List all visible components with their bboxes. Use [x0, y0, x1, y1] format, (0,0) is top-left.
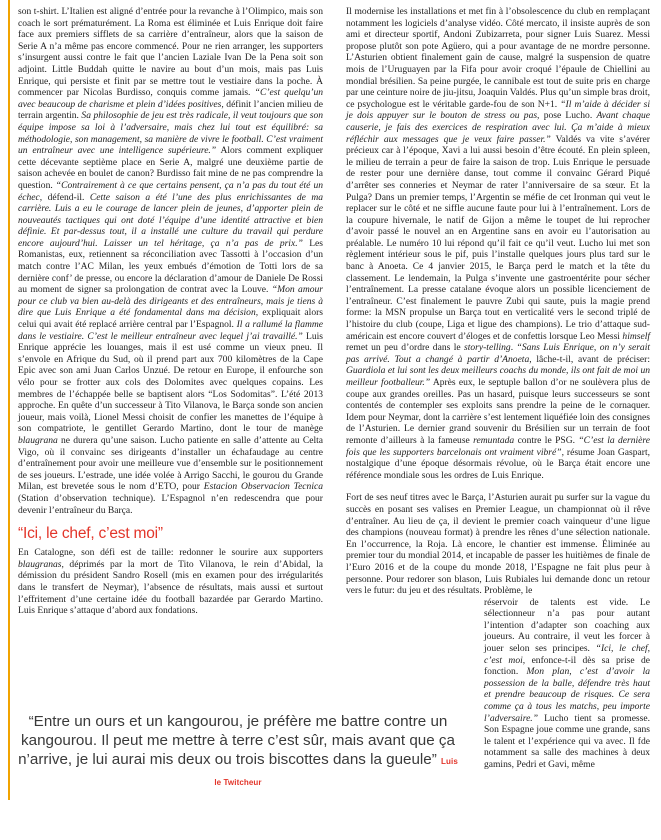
text-run: enfonce-t-il dès sa prise de fonction. — [484, 654, 650, 678]
italic-run: story-telling — [464, 342, 511, 354]
text-run: ne durera qu’une saison. Lucho patiente en salle d’attente au Celta Vigo, où il convainc ses dirigeants d’installer un échafaudage au centre d’entraînement pour avoir une meilleure vue d’ensemble sur le positionnement de ses joueurs. L’estrade, une idée volée à Arrigo Sacchi, le gourou du Grande Milan, est brevetée sous le nom d’ETO, pour — [18, 434, 323, 493]
italic-run: Avant chaque causerie, je fais des exercices de respiration avec lui. Ça m’aide à mieux réfléchir aux messages que je veux faire passer.” — [346, 110, 651, 145]
text-run: résume Joan Gaspart, nostalgique d’une époque désormais révolue, où le Barça était encore une référence mondiale sous les ordres de Luis Enrique. — [346, 446, 650, 481]
text-run: , déprimés par la mort de Tito Vilanova, le rein d’Abidal, la démission du président Sandro Rosell (mis en examen pour des irrégularités dans le transfert de Neymar), l’absence de résultats, mais aussi et surtout l’effritement d’une certaine idée du football bazardée par Gerardo Martino. Luis Enrique s’attaque d’abord aux fondations. — [18, 558, 323, 617]
italic-run: “Il m’aide à décider si je dois appuyer sur le bouton de stress ou pas, — [346, 98, 651, 122]
italic-run: Sa philosophie de jeu est très radicale, il veut toujours que son équipe impose sa loi à l’adversaire, mais chez lui tout est équilibré: sa méthodologie, son management, sa manière de vivre le football. C’est vraiment un entraîneur avec une intelligence supérieure.” — [18, 110, 323, 157]
text-run: Après eux, le septuple ballon d’or ne soulèvera plus de coupe aux grandes oreilles. Pas un hasard, puisque leurs successeurs se sont contentés de contempler ses exploits sans prendre la peine de le cornaquer. Idem pour Neymar, dont la carrière s’est lentement liquéfiée loin des consignes de l’Asturien. Le dernier grand souvenir du Brésilien sur un terrain de foot remonte d’ailleurs à la fameuse — [346, 377, 650, 446]
section-subhead: “Ici, le chef, c’est moi” — [18, 525, 163, 543]
pull-quote-attribution: Luis le Twitcheur — [214, 757, 458, 787]
text-run: pose Lucho. — [539, 110, 597, 122]
italic-run: blaugrana — [18, 434, 58, 446]
paragraph — [346, 492, 650, 596]
accent-rule — [8, 0, 10, 800]
text-run: son t-shirt. L’Italien est aligné d’entrée pour la revanche à l’Olimpico, mais son coach le sort prématurément. La Roma est éliminée et Luis Enrique doit faire face aux premiers sifflets de sa carrière d’entraîneur, alors que la saison de Serie A n’a même pas encore commencé. Pour ne rien arranger, les supporters s’insurgent aussi contre le fait que l’ancien Laziale Ivan De la Pena soit son adjoint. Little Buddah quitte le navire au bout d’un mois, mais pas Luis Enrique, qui persiste et finit par se mettre tout le vestiaire dans la poche. À commencer par Nicolas Burdisso, conquis comme jamais. — [18, 6, 323, 99]
pull-quote — [18, 712, 458, 792]
text-run: . — [510, 342, 517, 354]
text-run: Alors comment expliquer cette décevante septième place en Serie A, malgré une deuxième partie de saison achevée en boulet de canon? Burdisso fait mine de ne pas comprendre la question. — [18, 145, 323, 191]
text-run: En Catalogne, son défi est de taille: redonner le sourire aux supporters — [18, 547, 323, 559]
text-run: Les Romanistas, eux, retiennent sa réconciliation avec Tassotti à l’occasion d’un match contre l’AC Milan, les yeux embués d’émotion de Totti lors de sa dernière conf’ de presse, ou encore la déclaration d’amour de Daniele De Rossi au moment de signer sa prolongation de contrat avec la Louve. — [18, 237, 323, 296]
italic-run: remuntada — [473, 434, 515, 446]
pull-quote-text: “Entre un ours et un kangourou, je préfère me battre contre un kangourou. Il peut me mettre à terre c’est sûr, mais avant que ça n’arrive, je lui aurai mis deux ou trois biscottes dans la gueule” — [18, 713, 455, 768]
text-run: expliquait alors celui qui avait été replacé arrière central par l’Espagnol. — [18, 307, 323, 331]
text-run: Luis Enrique apprécie les louanges, mais il est usé comme un vieux pneu. Il s’envole en Afrique du Sud, où il prend part aux 700 kilomètres de la Cape Epic avec son ami Juan Carlos Unzué. De retour en Europe, il enfourche son vélo pour se frotter aux cols des Dolomites avec quelques copains. Les membres de l’échappée belle se baptisent alors “Los Sodomitas”. L’été 2013 approche. En quête d’un successeur à Tito Vilanova, le Barça sonde son ancien joueur, mais voilà, Lionel Messi choisit de confier les manettes de l’équipe à son compatriote, le gentillet Gerardo Martino, dont le tour de manège — [18, 330, 323, 435]
italic-run: “Mon amour pour ce club va bien au-delà des dirigeants et des entraîneurs, mais je tiens à dire que Luis Enrique a été fondamental dans ma décision, — [18, 284, 323, 319]
italic-run: himself — [622, 330, 650, 342]
italic-run: Il a rallumé la flamme dans le vestiaire. C’est le meilleur entraîneur avec lequel j’ai travaillé.” — [18, 319, 323, 342]
text-run: remet un peu d’ordre dans le — [346, 342, 465, 354]
column-right — [346, 6, 650, 771]
paragraph — [18, 547, 323, 617]
text-run: contre le PSG. — [514, 434, 579, 446]
italic-run: “C’est la dernière fois que les supporters barcelonais ont vraiment vibré”, — [346, 434, 650, 458]
text-run: Lucho tient sa promesse. Son Espagne joue comme une grande, sans le talent et l’expérience qui va avec. Il fde notamment sa salle des machines à deux gamins, Pedri et Gavi, même — [484, 712, 650, 770]
text-run: Valdés va vite s’avérer précieux car à l’époque, Xavi a lui aussi besoin d’être écouté. En plein spleen, le milieu de terrain a peur de faire la saison de trop. Luis Enrique le persuade de rester pour une dernière danse, tout comme il convainc Gérard Piqué d’arrêter ses conneries et Neymar de rater l’anniversaire de sa sœur. Et la Pulga? Dans un premier temps, l’Argentin se méfie de cet Ironman qui veut le replacer sur le côté et ne siffle aucune faute pour lui à l’entraînement. Lors de la coupure hivernale, le natif de Gijon a même le toupet de lui reprocher d’avoir passé le nouvel an en Argentine sans en avoir eu l’autorisation au préalable. Le numéro 10 lui répond qu’il fait ce qu’il veut. Lucho lui met son règlement intérieur sous le pif, puis l’installe quelques jours plus tard sur le banc à Anoeta. Ce 4 janvier 2015, le Barça perd le match et la tête du classement. Le lendemain, la Pulga s’invente une gastroentérite pour sécher l’entraînement. La presse catalane évoque alors un possible licenciement de l’entraîneur. C’est finalement le pauvre Zubi qui saute, puis la magie prend forme: la MSN propulse un Barça tout en verticalité vers le second triplé de l’histoire du club (coupe, Liga et ligue des champions). Le trio d’attaque sud-américain est encore couvert d’éloges et de confettis lorsque Leo Messi — [346, 133, 650, 342]
italic-run: Guardiola et lui sont les deux meilleurs coachs du monde, ils ont fait de moi un meilleur footballeur.” — [346, 365, 650, 388]
paragraph — [346, 6, 650, 481]
column-left — [18, 6, 323, 617]
text-run: défend-il. — [42, 191, 90, 203]
italic-run: blaugranas — [18, 558, 62, 570]
text-run: réservoir de talents est vide. Le sélectionneur n’a pas pour autant l’intention d’adapter son coaching aux joueurs. Au contraire, il veut les forcer à jouer selon ses principes. — [484, 596, 650, 655]
text-run: définit l’ancien milieu de terrain argentin. — [18, 98, 323, 122]
text-run: (Station d’observation technique). L’Espagnol n’en redescendra que pour devenir l’entraîneur du Barça. — [18, 492, 323, 516]
italic-run: Cette saison a été l’une des plus enrichissantes de ma carrière. Luis a eu le courage de lancer plein de jeunes, d’apporter plein de nouveautés tactiques qui ont doté l’équipe d’une identité attractive et bien définie. Et par-dessus tout, il a installé une culture du travail qui perdure encore aujourd’hui. Laisser un tel héritage, ça n’a pas de prix.” — [18, 191, 323, 249]
text-run: lâche-t-il, avant de préciser: — [531, 353, 650, 365]
text-run: Il modernise les installations et met fin à l’obsolescence du club en remplaçant notamment les logiciels d’analyse vidéo. Côté mercato, il insiste auprès de son ami et directeur sportif, Andoni Zubizarreta, pour signer Luis Suarez. Messi propose plutôt son pote Agüero, qui a pour avantage de ne mordre personne. L’Asturien obtient finalement gain de cause, malgré la suspension de quatre mois de l’Uruguayen par la Fifa pour avoir croqué l’épaule de Chiellini au mondial brésilien. Sa peine purgée, le cannibale est tout de suite pris en charge par une ceinture noire de jiu-jitsu, Joaquin Valdés. Plus qu’un simple bras droit, ce psychologue est le véritable garde-fou de son N+1. — [346, 6, 650, 110]
italic-run: “Sans Luis Enrique, on n’y serait pas arrivé. Tout a changé à partir d’Anoeta, — [346, 342, 651, 365]
italic-run: “C’est quelqu’un avec beaucoup de charisme et plein d’idées positives, — [18, 87, 323, 110]
paragraph — [18, 6, 323, 516]
italic-run: Mon plan, c’est d’avoir la possession de la balle, défendre très haut et prendre beaucoup de risques. Ce sera comme ça à tous les matchs, peu importe l’adversaire.” — [484, 666, 650, 724]
italic-run: “Ici, le chef, c’est moi, — [484, 643, 650, 666]
text-run: Fort de ses neuf titres avec le Barça, l’Asturien aurait pu surfer sur la vague du succès en posant ses valises en Premier League, un championnat où il rêve d’entraîner. Au lieu de ça, il devient le premier coach vainqueur d’une ligue des champions (nouveau format) à prendre les rênes d’une sélection nationale. En l’occurrence, la Roja. Là encore, le chantier est immense. Éliminée au premier tour du mondial 2014, et incapable de passer les huitièmes de finale de l’Euro 2016 et de la coupe du monde 2018, l’Espagne ne fait plus peur à personne. Pour redorer son blason, Luis Rubiales lui demande donc un retour vers le futur: du jeu et des résultats. Problème, le — [346, 492, 650, 597]
italic-run: Estacion Observacion Tecnica — [203, 481, 323, 493]
paragraph — [484, 597, 650, 771]
italic-run: “Contrairement à ce que certains pensent, ça n’a pas du tout été un échec, — [18, 179, 323, 203]
